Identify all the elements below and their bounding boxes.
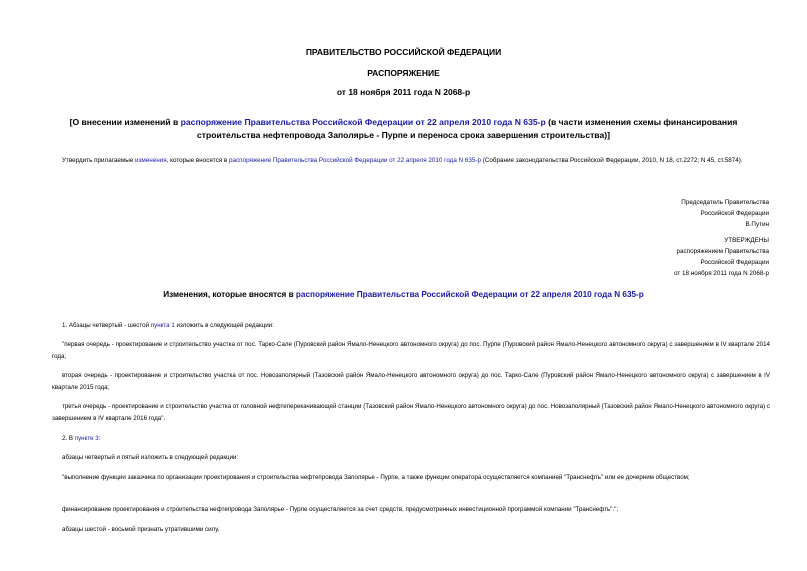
item-2-repeal: абзацы шестой - восьмой признать утратившими силу. xyxy=(62,526,220,533)
quote-first-stage: "первая очередь - проектирование и строительство участка от пос. Тарко-Сале (Пуровский район Ямало-Ненецкого автономного округа) до пос. Пурпе (Пуровский район Ямало-Ненецкого автономного округа) с завершением в IV квартале 2014 года; xyxy=(52,341,770,360)
signature-block xyxy=(681,197,769,230)
intro-text-1: Утвердить прилагаемые xyxy=(62,157,135,164)
title-prefix: [О внесении изменений в xyxy=(69,117,181,127)
quote-third-stage: третья очередь - проектирование и строительство участка от головной нефтеперекачивающей станции (Тазовский район Ямало-Ненецкого автономного округа) до пос. Новозаполярный (Тазовский район Ямало-Ненецкого автономного округа) с завершением в IV квартале 2016 года". xyxy=(52,403,770,422)
changes-heading-prefix: Изменения, которые вносятся в xyxy=(163,290,296,299)
title-suffix: (в части изменения схемы финансирования строительства нефтепровода Заполярье - Пурпе и переноса срока завершения строительства)] xyxy=(197,117,738,140)
item-1 xyxy=(52,320,770,332)
item-1-text-a: 1. Абзацы четвертый - шестой xyxy=(62,322,151,329)
signature-organization: Российской Федерации xyxy=(700,210,769,217)
quote-second-stage: вторая очередь - проектирование и строительство участка от пос. Новозаполярный (Тазовский район Ямало-Ненецкого автономного округа) до пос. Тарко-Сале (Пуровский район Ямало-Ненецкого автономного округа) с завершением в IV квартале 2015 года; xyxy=(52,372,770,391)
changes-heading xyxy=(0,290,807,299)
approval-date: от 18 ноября 2011 года N 2068-р xyxy=(674,270,769,277)
signature-position: Председатель Правительства xyxy=(681,199,769,206)
intro-link-order[interactable]: распоряжение Правительства Российской Федерации от 22 апреля 2010 года N 635-р xyxy=(229,157,482,164)
item-2-text-b: : xyxy=(98,435,101,442)
changes-heading-link[interactable]: распоряжение Правительства Российской Федерации от 22 апреля 2010 года N 635-р xyxy=(295,290,644,299)
item-1-text-b: изложить в следующей редакции: xyxy=(174,322,274,329)
item-2-text-a: 2. В xyxy=(62,435,75,442)
item-2 xyxy=(52,433,770,445)
quote-financing: финансирование проектирования и строительства нефтепровода Заполярье - Пурпе осуществляется за счет средств, предусмотренных инвестиционной программой компании "Транснефть"."; xyxy=(62,506,619,513)
approval-block xyxy=(674,235,769,279)
title-link[interactable]: распоряжение Правительства Российской Федерации от 22 апреля 2010 года N 635-р xyxy=(180,117,546,127)
approval-line-3: Российской Федерации xyxy=(700,259,769,266)
approval-line-2: распоряжением Правительства xyxy=(676,248,769,255)
intro-text-2: , которые вносятся в xyxy=(166,157,230,164)
intro-paragraph xyxy=(52,155,770,167)
intro-text-3: (Собрание законодательства Российской Федерации, 2010, N 18, ст.2272; N 45, ст.5874). xyxy=(481,157,743,164)
issuer-heading: ПРАВИТЕЛЬСТВО РОССИЙСКОЙ ФЕДЕРАЦИИ xyxy=(305,47,502,57)
item-2-instruction: абзацы четвертый и пятый изложить в следующей редакции: xyxy=(62,454,239,461)
quote-customer-functions: "выполнение функции заказчика по организации проектирования и строительства нефтепровода Заполярье - Пурпе, а также функции оператора осуществляется компанией "Транснефть" или ее дочерним обществом; xyxy=(62,474,690,481)
document-date-number: от 18 ноября 2011 года N 2068-р xyxy=(336,87,471,97)
item-1-link[interactable]: пункта 1 xyxy=(150,322,175,329)
document-title xyxy=(50,116,757,142)
signature-name: В.Путин xyxy=(745,221,769,228)
item-2-link[interactable]: пункте 3 xyxy=(74,435,99,442)
document-type: РАСПОРЯЖЕНИЕ xyxy=(367,68,440,78)
approval-title: УТВЕРЖДЕНЫ xyxy=(724,237,769,244)
intro-link-changes[interactable]: изменения xyxy=(135,157,167,164)
